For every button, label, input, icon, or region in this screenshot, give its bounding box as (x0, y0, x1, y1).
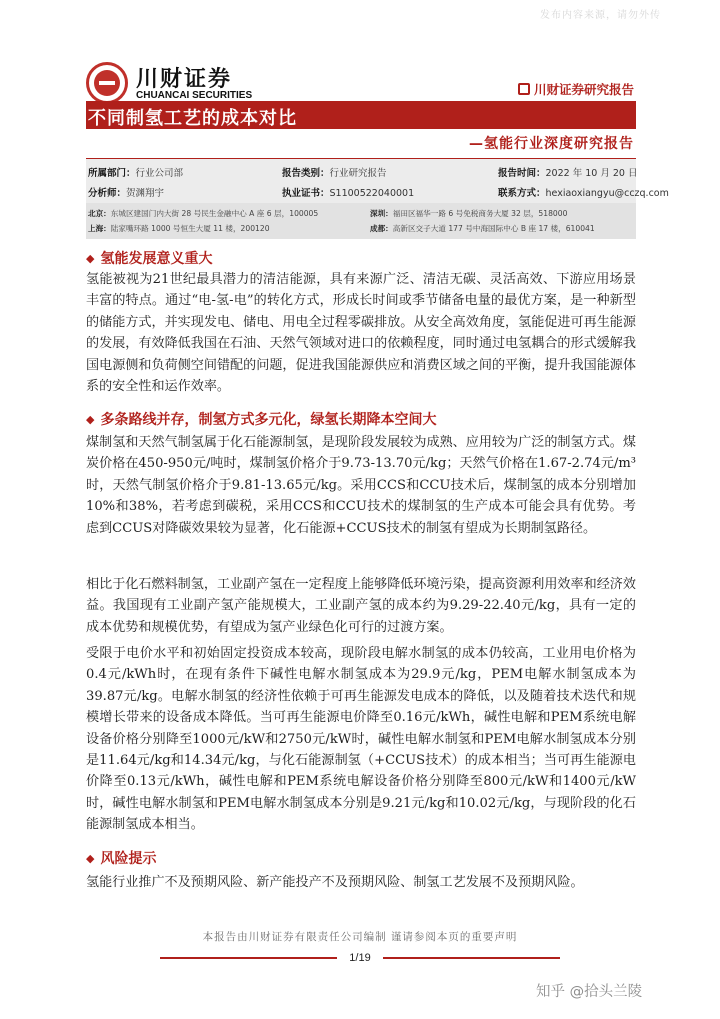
bullet-arrow-icon: ◆ (86, 251, 95, 265)
paragraph: 氢能行业推广不及预期风险、新产能投产不及预期风险、制氢工艺发展不及预期风险。 (86, 875, 584, 890)
contact-field: 联系方式：hexiaoxiangyu@cczq.com (498, 188, 669, 199)
report-badge-icon (518, 83, 530, 95)
page-number: 1/19 (337, 952, 383, 968)
section-heading: ◆ 风险提示 (86, 851, 157, 867)
brand-name-cn: 川财证券 (136, 67, 233, 92)
type-field: 报告类别：行业研究报告 (282, 168, 387, 179)
footer-note: 本报告由川财证券有限责任公司编制 谨请参阅本页的重要声明 (202, 931, 518, 943)
section-heading: ◆ 氢能发展意义重大 (86, 251, 213, 267)
dept-field: 所属部门：行业公司部 (88, 168, 184, 179)
cert-field: 执业证书：S1100522040001 (282, 188, 415, 199)
info-box (86, 159, 669, 203)
title-band (86, 101, 636, 129)
analyst-field: 分析师：贺渊翔宇 (88, 188, 165, 199)
watermark-top: 发布内容来源，请勿外传 (540, 10, 661, 21)
subtitle-row (86, 129, 636, 159)
address-shanghai: 上海：陆家嘴环路 1000 号恒生大厦 11 楼，200120 (88, 224, 270, 233)
section-heading: ◆ 多条路线并存，制氢方式多元化，绿氢长期降本空间大 (86, 412, 437, 428)
address-beijing: 北京：东城区建国门内大街 28 号民生金融中心 A 座 6 层，100005 (88, 209, 319, 218)
paragraph: 氢能被视为21世纪最具潜力的清洁能源，具有来源广泛、清洁无碳、灵活高效、下游应用场景丰富的特点。通过“电-氢-电”的转化方式，形成长时间或季节储备电量的最优方案，是一种新型的储能方式，并实现发电、储电、用电全过程零碳排放。从安全高效角度，氢能促进可再生能源的发展，有效降低我国在石油、天然气领域对进口的依赖程度，同时通过电氢耦合的形式缓解我国电源侧和负荷侧空间错配的问题，促进我国能源供应和消费区域之间的平衡，提升我国能源体系的安全性和运作效率。 (86, 272, 636, 395)
source-watermark: 知乎 @拾头兰陵 (536, 984, 643, 1000)
paragraph: 相比于化石燃料制氢，工业副产氢在一定程度上能够降低环境污染，提高资源利用效率和经济效益。我国现有工业副产氢产能规模大，工业副产氢的成本约为9.29-22.40元/kg，具有一定的成本优势和规模优势，有望成为氢产业绿色化可行的过渡方案。 (86, 577, 636, 635)
report-title: 不同制氢工艺的成本对比 (88, 108, 297, 129)
address-box (86, 203, 636, 239)
report-badge (518, 80, 634, 98)
brand-logo-icon (86, 62, 128, 104)
report-subtitle: —氢能行业深度研究报告 (469, 136, 634, 152)
address-chengdu: 成都：高新区交子大道 177 号中海国际中心 B 座 17 楼，610041 (370, 224, 595, 233)
bullet-arrow-icon: ◆ (86, 851, 95, 865)
address-shenzhen: 深圳：福田区福华一路 6 号免税商务大厦 32 层，518000 (370, 209, 568, 218)
paragraph: 煤制氢和天然气制氢属于化石能源制氢，是现阶段发展较为成熟、应用较为广泛的制氢方式。煤炭价格在450-950元/吨时，煤制氢价格介于9.73-13.70元/kg；天然气价格在1.67-2.74元/m³时，天然气制氢价格介于9.81-13.65元/kg。采用CCS和CCU技术后，煤制氢的成本分别增加10%和38%，若考虑到碳税，采用CCS和CCU技术的煤制氢的生产成本可能会具有优势。考虑到CCUS对降碳效果较为显著，化石能源+CCUS技术的制氢有望成为长期制氢路径。 (86, 435, 636, 536)
report-badge-label: 川财证券研究报告 (533, 82, 634, 97)
time-field: 报告时间：2022 年 10 月 20 日 (498, 168, 638, 179)
paragraph: 受限于电价水平和初始固定投资成本较高，现阶段电解水制氢的成本仍较高，工业用电价格为0.4元/kWh时，在现有条件下碱性电解水制氢成本为29.9元/kg，PEM电解水制氢成本为39.87元/kg。电解水制氢的经济性依赖于可再生能源发电成本的降低，以及随着技术迭代和规模增长带来的设备成本降低。当可再生能源电价降至0.16元/kWh，碱性电解和PEM系统电解设备价格分别降至1000元/kW和2750元/kW时，碱性电解水制氢和PEM电解水制氢成本分别是11.64元/kg和14.34元/kg，与化石能源制氢（+CCUS技术）的成本相当；当可再生能源电价降至0.13元/kWh，碱性电解和PEM系统电解设备价格分别降至800元/kW和1400元/kW时，碱性电解水制氢和PEM电解水制氢成本分别是9.21元/kg和10.02元/kg，与现阶段的化石能源制氢成本相当。 (86, 646, 636, 833)
brand-name-en: CHUANCAI SECURITIES (136, 90, 253, 101)
bullet-arrow-icon: ◆ (86, 412, 95, 426)
